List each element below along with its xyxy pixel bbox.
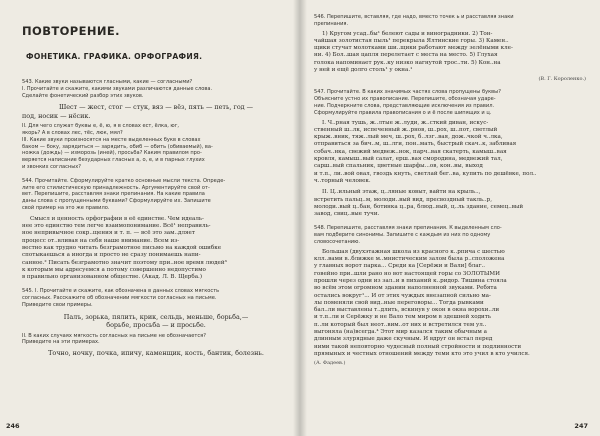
exercise-548-line: говейно при..шли рано но вот настоящей горы со ЗОЛОТЫМИ [314,270,501,277]
exercise-545-head: согласных. Расскажите об обозначении мягкости согласных на письме. [22,295,217,302]
page-number-right: 247 [574,422,588,430]
exercise-544-line: вестно как трудно читать безграмотное письмо на каждой ошибке [22,244,222,251]
exercise-547-head: Объясните устно их правописание. Перепишите, обозначая ударе- [314,96,496,103]
exercise-543-task: якорь? А в словах лес, тёс, люк, мял? [22,130,123,136]
exercise-548-line: клл..вами в..ближке м..мнистическим залом была р..сположена [314,256,505,263]
exercise-543 [22,79,290,171]
exercise-543-task: II. Для чего служат буквы е, ё, ю, я в словах ест, ёлка, юг, [22,123,180,130]
exercise-544-head: 544. Прочитайте. Сформулируйте кратко основные мысли текста. Опреде- [22,177,226,184]
exercise-546-head: препинания. [314,20,349,27]
exercise-548-line: выгоняла (на)всегда.⁴ Этот мир казался таким обычным а [314,329,487,336]
exercise-545-head: Приведите свои примеры. [22,302,93,309]
exercise-548-line: лы поменяли свой вид..ные переговоры... Тогда рывками [314,299,484,306]
exercise-543-head: Сделайте фонетический разбор этих звуков. [22,92,144,99]
exercise-546-line: голока напоминает рук..ку низко нагнутой трос..ти. 5) Кон..на [314,59,501,66]
exercise-543-line: Шест — жест, стог — стук, вяз — вёз, пять — петь, год — [58,103,254,112]
exercise-547-line: встретить пальц..м, молоди..вый вид, пресвоздный такль..р, [314,196,492,203]
exercise-547-head: Сформулируйте правила правописания о и ё после шипящих и ц. [314,109,492,116]
exercise-548-line: и т.п..ли и Серёжку и не Вало тем миром в здешней ходить [314,314,491,321]
exercise-547-line: ч..торный человек. [314,177,371,184]
exercise-547 [314,89,586,218]
exercise-545-line: Палъ, зорька, пялить, крик, сельдь, меньше, борьба,— [63,312,249,321]
exercise-548-line: остались вокруг¹... И от этих чуждых внезапной сильно ма- [314,292,491,299]
exercise-544-line: санное.² Писать безграмотно значит поэтому при..ное время людей³ [22,259,227,266]
exercise-548-line: бал..ли выставлены т..длить, вскинув у окон в окна ворохи..ли [314,307,500,314]
exercise-546-line: щики стучат молотками ши..щики работают между зелёными кле- [314,45,513,52]
exercise-547-line: ственный ш..лк, испеченный ж..рнов, ш..рох, ш..пот, светлый [314,126,498,133]
exercise-544-head: свой пример на это же правило. [22,204,110,211]
exercise-547-head: ние. Подчеркните слова, представляющие исключения из правил. [314,102,495,109]
exercise-543-head: 543. Какие звуки называются гласными, какие — согласными? [22,79,193,85]
exercise-543-task: веряется написание безударных гласных а, о, е, и в парных глухих [22,157,205,164]
exercise-547-line: сарш..вый спальник, цветные шарфы...ов, кон..вы, выход [314,163,483,170]
exercise-545-head: 545. I. Прочитайте и скажите, как обозначена в данных словах мягкость [22,288,220,295]
exercise-547-head: 547. Прочитайте. В каких значимых частях слова пропущены буквы? [314,89,501,96]
exercise-544-head: лите его стилистическую принадлежность. Аргументируйте свой от- [22,184,210,191]
exercise-547-line: собач..нка, свежий медвеж..нок, парч..вая скатерть, камыш..вая [314,148,507,155]
exercise-548-line: прошли через одни из зал..и в пиханий к..ридор. Тишина стояла [314,278,507,284]
exercise-545 [22,288,290,357]
chapter-title: ПОВТОРЕНИЕ. [22,24,120,38]
exercise-548-head: словосочетанию. [314,239,360,246]
exercise-548-line: во всём этом огромном здании наполненной звуками. Ребята [314,285,497,292]
exercise-544 [22,178,290,282]
exercise-546-signature: (В. Г. Короленко.) [538,76,586,83]
exercise-544-line: нее это единство тем легче взаимопонимание. Всё¹ неправиль- [22,223,211,230]
exercise-544-line: процесс от..вливая на себя наше внимание. Всем из- [22,237,180,244]
exercise-548-line: п..ли который был неот..вим..от них и встретился тем ул.. [314,321,487,328]
exercise-548 [314,225,586,366]
exercise-544-head: даны слова с пропущенными буквами? Сформулируйте их. Запишите [22,198,211,205]
exercise-547-line: и т.п., ли..вой овал, гвоздь кнуть, светлай бег..ва, купить по дешёвке, пол.. [314,170,537,177]
exercise-546 [314,14,586,82]
page-number-left: 246 [6,422,20,430]
exercise-548-head: вам подберите синонимы. Запишите с каждым из них по одному [314,232,491,239]
section-title: ФОНЕТИКА. ГРАФИКА. ОРФОГРАФИЯ. [26,52,203,61]
exercise-544-line: ное непривычное сокр..щения и т. п. — всё это зам..дляет [22,230,195,237]
exercise-546-line: ни. 4) Бол..шая цапля перелетает с места на место. 5) Глухая [314,52,498,59]
exercise-544-line: к которым мы адресуемся а потому совершенно недопустимо [22,266,206,273]
exercise-548-line: ними такой неповторно чудесный полный стройности и подлинности [314,343,522,350]
exercise-546-line: чайшая золотистая пыль¹ перекрыла Ялтинские горы. 3) Камен.. [314,37,509,44]
exercise-543-task: и звонких согласных? [22,163,81,170]
exercise-547-line: отправиться за бич..м, ш..лги, пон..мать, быстрый скач..к, забливая [314,141,517,148]
exercise-544-line: спотыкаешься а иногда и просто не сразу понимаешь напи- [22,252,201,259]
exercise-543-task: III. Какие звуки произносятся на месте выделенных букв в словах [22,136,201,143]
exercise-546-head: 546. Перепишите, вставляя, где надо, вместо точек ь и расставляя знаки [314,14,514,20]
exercise-543-line: под, носик — нёсик. [22,111,91,120]
exercise-547-line: I. Ч..рная тушь, ж..лтые ж..луди, ж..сткий диван, искус- [322,119,489,126]
exercise-548-head: 548. Перепишите, расставляя знаки препинания. К выделенным сло- [314,225,502,232]
exercise-547-line: завод, свиц..вые тучи. [314,211,380,218]
exercise-548-line: у главных ворот парка... Среди ка [Серёжи и Вали] благ.. [314,263,486,270]
exercise-544-line: в правильно организованном обществе. (Акад. Л. В. Щерба.) [22,274,203,281]
right-page [300,0,600,436]
exercise-543-task: ножка (дождь) — изморозь (иней), просьба? Каким правилом про- [22,150,202,157]
exercise-544-line: Смысл и ценность орфографии в её единстве. Чем идеаль- [30,215,204,222]
exercise-548-signature: (А. Фадеев.) [314,360,346,367]
exercise-546-line: у ней и ещё долго столь¹ у окна.¹ [314,67,413,74]
exercise-543-task: баком — боку, зарядиться — зарядить, обиб — обить (обиваемый), ва- [22,143,213,150]
exercise-545-task: II. В каких случаях мягкость согласных на письме не обозначается? [22,332,206,339]
exercise-546-line: 1) Кругом усад..бы¹ белеют сады и виноградники. 2) Тон- [322,30,493,37]
book-gutter [293,0,307,436]
exercise-547-line: крыж..вник, тяж..лый меч, ш..рох, б..лзг..вая, дож..чкой ч..лка, [314,134,503,141]
exercise-544-text [22,216,290,282]
exercise-544-head: вет. Перепишите, расставляя знаки препинания. На какие правила [22,191,205,198]
exercise-547-line: II. Ц..ильный этаж, ц..ляные ковыт, вайти на крыль.., [322,189,481,196]
exercise-545-line: Точно, ночку, почка, ипичу, каменщик, кость, бантик, болезнь. [48,349,264,358]
exercise-548-line: прямыных и честных отношений между теми кто это учил в кто учился. [314,350,530,357]
exercise-547-line: молоди..вый ц..бан, ботинка ц..ра, блюд..вый, ц..ль здание, семец..вый [314,203,524,210]
exercise-547-line: кровля, камыш..вый салат, ерш..вая смородина, медвежий тал, [314,156,503,163]
exercise-548-line: Большая (двухэтажная школа из красного к..рпича с шестью [322,248,505,255]
exercise-543-head: I. Прочитайте и скажите, какими звуками различаются данные слова. [22,85,213,92]
exercise-545-line: борьбе, просьба — и просьбе. [106,321,206,330]
exercise-548-line: длинным злурядные даже скучным. И вдруг он встал перед [314,336,493,343]
exercise-545-task: Приведите на эти примерах. [22,339,100,346]
